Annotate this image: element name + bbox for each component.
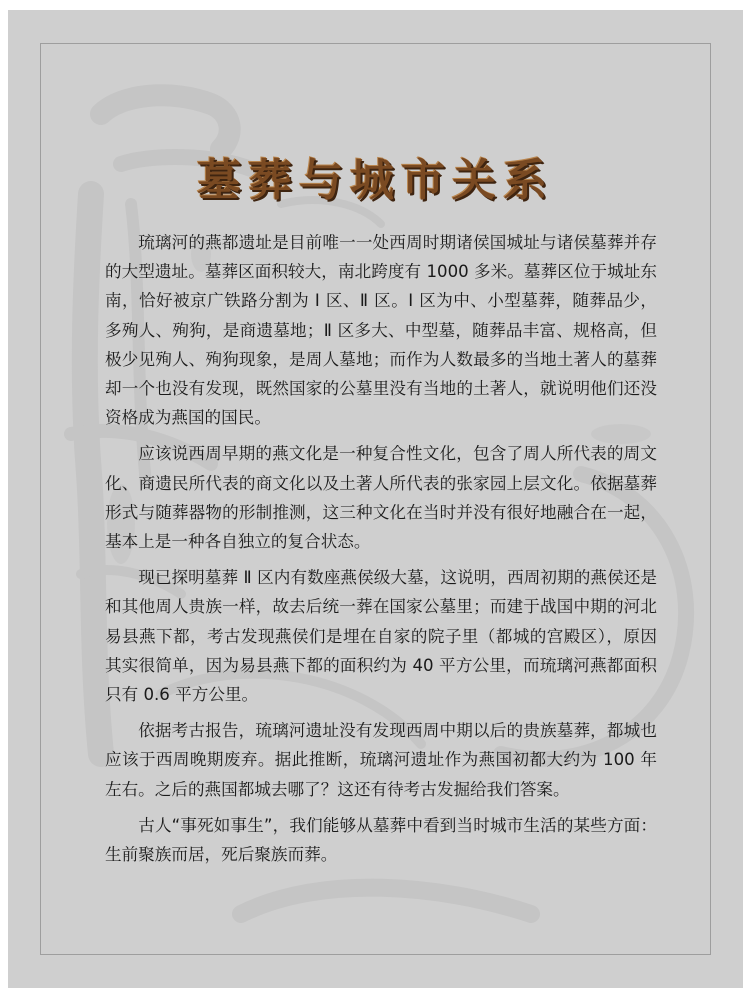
article-body <box>105 228 657 876</box>
page-title: 墓葬与城市关系 <box>197 155 554 206</box>
paragraph: 现已探明墓葬 Ⅱ 区内有数座燕侯级大墓，这说明，西周初期的燕侯还是和其他周人贵族一样，故去后统一葬在国家公墓里；而建于战国中期的河北易县燕下都，考古发现燕侯们是埋在自家的院子里（都城的宫殿区），原因其实很简单，因为易县燕下都的面积约为 40 平方公里，而琉璃河燕都面积只有 0.6 平方公里。 <box>105 568 657 705</box>
paragraph: 古人“事死如事生”，我们能够从墓葬中看到当时城市生活的某些方面：生前聚族而居，死后聚族而葬。 <box>105 815 657 865</box>
paragraph: 应该说西周早期的燕文化是一种复合性文化，包含了周人所代表的周文化、商遗民所代表的商文化以及土著人所代表的张家园上层文化。依据墓葬形式与随葬器物的形制推测，这三种文化在当时并没有很好地融合在一起，基本上是一种各自独立的复合状态。 <box>105 444 657 552</box>
paragraph: 依据考古报告，琉璃河遗址没有发现西周中期以后的贵族墓葬，都城也应该于西周晚期废弃。据此推断，琉璃河遗址作为燕国初都大约为 100 年左右。之后的燕国都城去哪了？这还有待考古发掘给我们答案。 <box>105 721 657 799</box>
page-frame <box>40 43 711 955</box>
page <box>8 10 743 988</box>
paragraph: 琉璃河的燕都遗址是目前唯一一处西周时期诸侯国城址与诸侯墓葬并存的大型遗址。墓葬区面积较大，南北跨度有 1000 多米。墓葬区位于城址东南，恰好被京广铁路分割为 Ⅰ 区、Ⅱ 区。Ⅰ 区为中、小型墓葬，随葬品少，多殉人、殉狗，是商遗墓地；Ⅱ 区多大、中型墓，随葬品丰富、规格高，但极少见殉人、殉狗现象，是周人墓地；而作为人数最多的当地土著人的墓葬却一个也没有发现，既然国家的公墓里没有当地的土著人，就说明他们还没资格成为燕国的国民。 <box>105 233 657 428</box>
